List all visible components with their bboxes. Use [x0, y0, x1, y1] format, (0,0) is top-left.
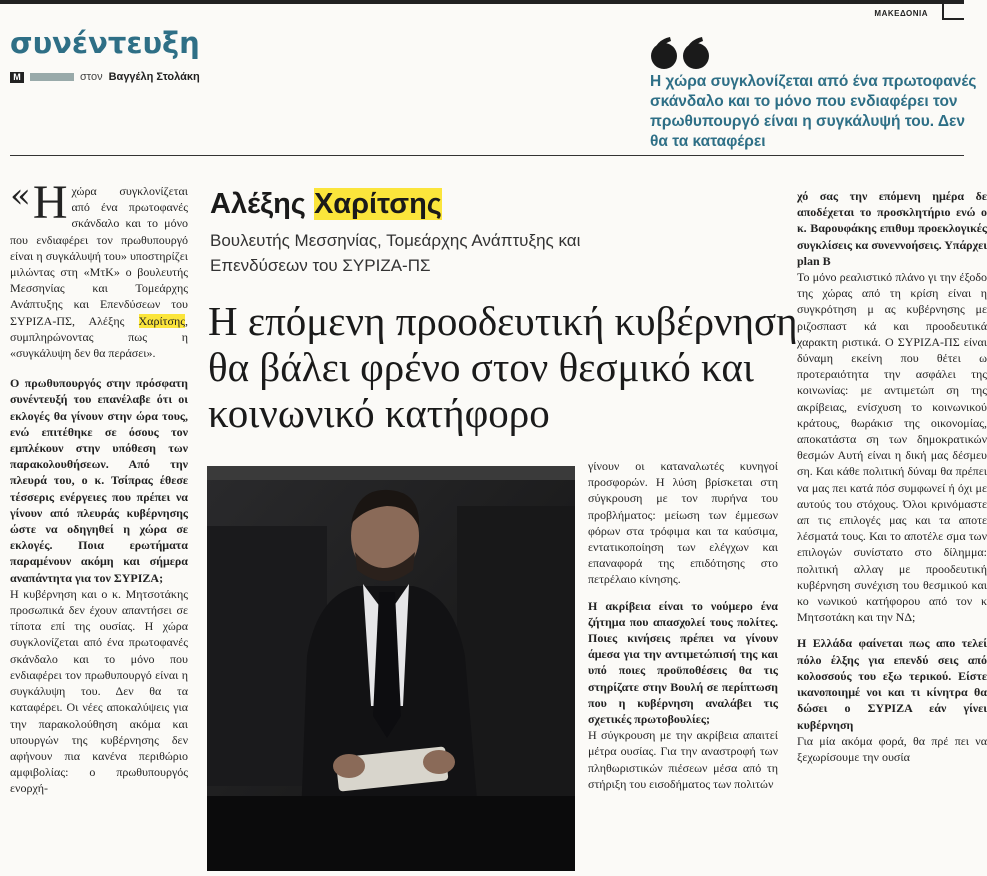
interviewee-role: Βουλευτής Μεσσηνίας, Τομεάρχης Ανάπτυξης και Επενδύσεων του ΣΥΡΙΖΑ-ΠΣ [210, 231, 581, 275]
answer-continued: γίνουν οι καταναλωτές κυνηγοί προσφορών. Η λύση βρίσκεται στη σύγκρουση με τον πυρήνα του προβλήματος: μείωση των έμμεσων φόρων στα τρόφιμα και τα καύσιμα, εντατικοποίηση των ελέγχων και επαναφορά της επιδότησης στο πετρέλαιο κίνησης. [588, 459, 778, 587]
headline: Η επόμενη προοδευτική κυβέρνηση θα βάλει φρένο στον θεσμικό και κοινωνικό κατήφορο [208, 298, 798, 436]
answer-2: Η σύγκρουση με την ακρίβεια απαιτεί μέτρα ουσίας. Για την αναστροφή των πληθωριστικών πιέσεων μέσα από τη στήριξη του εισοδήματος των πολιτών [588, 728, 778, 791]
column-3 [588, 458, 778, 792]
question-2: Η ακρίβεια είναι το νούμερο ένα ζήτημα που απασχολεί τους πολίτες. Ποιες κινήσεις πρέπει να γίνουν άμεσα για την αντιμετώπισή της και υπό ποιες προϋποθέσεις θα τις στηρίζατε στην Βουλή σε περίπτωση που η κυβέρνηση αναλάβει τις σχετικές πρωτοβουλίες; [588, 598, 778, 727]
first-name: Αλέξης [210, 188, 306, 220]
answer-1: Η κυβέρνηση και ο κ. Μητσοτάκης προσωπικά δεν έχουν απαντήσει σε τίποτα επί της ουσίας. Η χώρα συγκλονίζεται από ένα πρωτοφανές σκάνδαλο και το μόνο που ενδιαφέρει τον πρωθυπουργό είναι η συγκάλυψη του. Δεν θα τα καταφέρει. Οι νέες αποκαλύψεις για την παρακολούθηση ακόμα και υπουργών της κυβέρνησης δεν αφήνουν πια κανένα περιθώριο αμφιβολίας: ο πρωθυπουργός ενορχή- [10, 586, 188, 796]
header-divider [10, 155, 964, 156]
intro-text: χώρα συγκλονίζεται από ένα πρωτοφανές σκάνδαλο και το μόνο που ενδιαφέρει τον πρωθυπουργό είναι η συγκάλυψή του» υποστηρίζει μιλώντας στη «ΜτΚ» ο βουλευτής Μεσσηνίας και Τομεάρχης Ανάπτυξης και Επενδύσεων του ΣΥΡΙΖΑ-ΠΣ, Αλέξης [10, 184, 188, 328]
answer-4: Για μία ακόμα φορά, θα πρέ πει να ξεχωρίσουμε την ουσία [797, 733, 987, 764]
column-4 [797, 188, 987, 765]
interviewee-name [210, 188, 442, 221]
question-4: Η Ελλάδα φαίνεται πως απο τελεί πόλο έλξης για επενδύ σεις από κολοσσούς του εξω τερικού. Είστε ικανοποιημέ νοι και τι κίνητρα θα δώσει ο ΣΥΡΙΖΑ εάν γίνει κυβέρνηση [797, 636, 987, 732]
page-number-box [942, 0, 964, 20]
publication-logo: M [10, 72, 24, 83]
logo-bar [30, 73, 74, 81]
last-name: Χαρίτσης [313, 188, 442, 220]
issue-date: ΚΥΡΙΑΚΗ 13 ΝΟΕΜΒΡΙΟΥ 2022 [799, 0, 928, 6]
pull-quote: Η χώρα συγκλονίζεται από ένα πρωτοφανές σκάνδαλο και το μόνο που ενδιαφέρει τον πρωθυπουργό είναι η συγκάλυψή του. Δεν θα τα καταφέρει [650, 73, 977, 150]
question-3: χό σας την επόμενη ημέρα δε αποδέχεται το προσκλητήριο ενώ ο κ. Βαρουφάκης επιθυμ προεκλογικές συγκλίσεις κα συνεννοήσεις. Υπάρχει plan B [797, 189, 987, 268]
open-quote: « [10, 176, 31, 216]
intro-text-end: , συμπληρώνοντας πως η «συγκάλυψη δεν θα περάσει». [10, 313, 188, 361]
highlighted-name: Χαρίτσης [138, 313, 185, 328]
section-title: συνέντευξη [10, 26, 200, 60]
byline [10, 71, 200, 83]
answer-3: Το μόνο ρεαλιστικό πλάνο γι την έξοδο της χώρας από τη κρίση είναι η συγκρότηση μ ας κυβέρνησης με ριζοσπαστ κά και προοδευτικά χαρακτη ριστικά. Ο ΣΥΡΙΖΑ-ΠΣ είναι δύναμη εκείνη που θέτει ω προτεραιότητα την ασφάλει της κοινωνίας: με αντιμετώπ ση της ακρίβειας, ενίσχυση το κοινωνικού κράτους, θωράκισ της οικονομίας, αποκατάστα ση των δημοκρατικών θεσμών Αυτή είναι η δική μας δέσμευ ση. Και κάθε πολιτική δύναμ θα πρέπει να μας πει κατά πόσ συμφωνεί ή όχι με αυτούς του στόχους. Όλοι κρινόμαστε απ τις επιλογές μας και τα αποτε λέσματά τους. Και το αποτέλε σμα των επιλογών συνίστατο στο δίλημμα: πολιτική αλλαγ με προοδευτική κυβέρνηση συνέχιση του θεσμικού και κο νωνικού κατήφορου από τον κ Μητσοτάκη και την ΝΔ; [797, 270, 987, 625]
byline-prefix: στον [80, 71, 103, 83]
byline-author: Βαγγέλη Στολάκη [108, 71, 200, 83]
intro-paragraph [10, 176, 188, 361]
portrait-photo [207, 466, 575, 871]
newspaper-name: ΜΑΚΕΔΟΝΙΑ [874, 9, 928, 18]
column-1 [10, 176, 188, 797]
portrait-illustration [207, 466, 575, 871]
question-1: Ο πρωθυπουργός στην πρόσφατη συνέντευξή του επανέλαβε ότι οι εκλογές θα γίνουν στην ώρα τους, ενώ επιτέθηκε σε όσους τον εμπλέκουν στην υπόθεση των παρακολουθήσεων. Από την πλευρά του, ο κ. Τσίπρας έθεσε τέσσερις ενέργειες που πρέπει να γίνουν από πλευράς κυβέρνησης ώστε να οδηγηθεί η χώρα σε εκλογές. Ποια ερωτήματα παραμένουν ακόμη και σήμερα αναπάντητα για τον ΣΥΡΙΖΑ; [10, 376, 188, 585]
drop-cap: Η [32, 176, 68, 229]
quote-icon [650, 36, 712, 70]
